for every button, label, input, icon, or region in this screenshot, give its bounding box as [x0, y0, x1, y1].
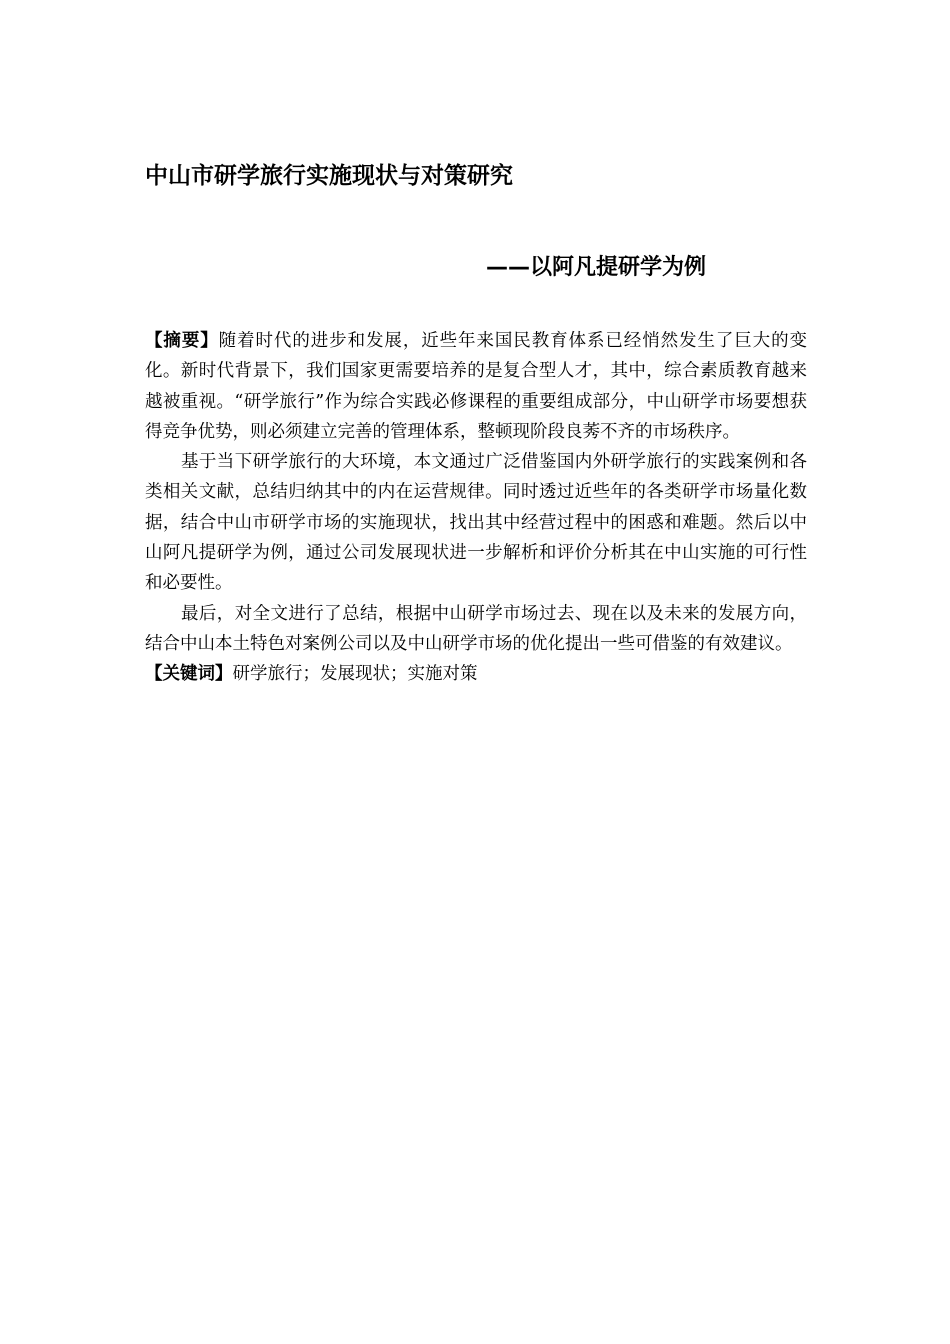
page-subtitle: ——以阿凡提研学为例 — [486, 255, 707, 280]
keywords-label: 【关键词】 — [145, 664, 233, 685]
abstract-paragraph-2: 基于当下研学旅行的大环境，本文通过广泛借鉴国内外研学旅行的实践案例和各类相关文献，总结归纳其中的内在运营规律。同时透过近些年的各类研学市场量化数据，结合中山市研学市场的实施现状，找出其中经营过程中的困惑和难题。然后以中山阿凡提研学为例，通过公司发展现状进一步解析和评价分析其在中山实施的可行性和必要性。 — [145, 452, 807, 594]
abstract-section — [145, 326, 807, 690]
keywords-text: 研学旅行；发展现状；实施对策 — [232, 664, 478, 685]
abstract-label: 【摘要】 — [145, 331, 219, 351]
keywords-line — [145, 659, 807, 689]
abstract-paragraph-1-text: 随着时代的进步和发展，近些年来国民教育体系已经悄然发生了巨大的变化。新时代背景下，我们国家更需要培养的是复合型人才，其中，综合素质教育越来越被重视。“研学旅行”作为综合实践必修课程的重要组成部分，中山研学市场要想获得竞争优势，则必须建立完善的管理体系，整顿现阶段良莠不齐的市场秩序。 — [145, 331, 808, 442]
abstract-paragraph-1 — [145, 326, 807, 447]
page-title: 中山市研学旅行实施现状与对策研究 — [145, 163, 513, 189]
abstract-paragraph-3: 最后，对全文进行了总结，根据中山研学市场过去、现在以及未来的发展方向，结合中山本土特色对案例公司以及中山研学市场的优化提出一些可借鉴的有效建议。 — [145, 603, 807, 654]
